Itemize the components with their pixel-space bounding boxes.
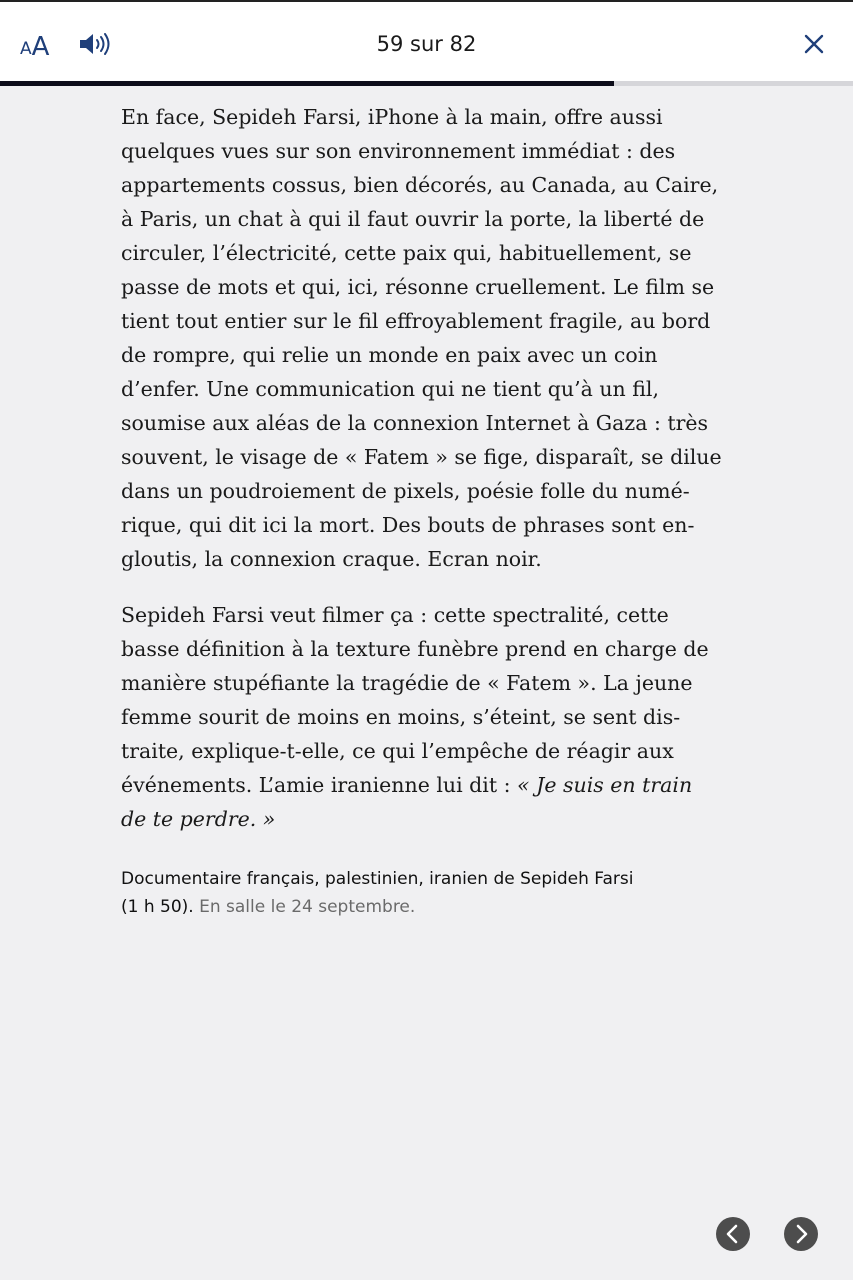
film-credits <box>121 865 761 921</box>
article-body <box>121 100 746 858</box>
text-line: passe de mots et qui, ici, résonne cruellement. Le film se <box>121 275 715 299</box>
reading-progress-fill <box>0 81 614 86</box>
text-line: souvent, le visage de « Fatem » se fige, disparaît, se dilue <box>121 445 722 469</box>
font-size-large-glyph: A <box>31 32 50 62</box>
audio-button[interactable] <box>78 30 114 58</box>
text-line: gloutis, la connexion craque. Ecran noir. <box>121 547 542 571</box>
text-line: quelques vues sur son environnement immédiat : des <box>121 139 676 163</box>
text-line-segment: événements. L’amie iranienne lui dit : <box>121 773 518 797</box>
reader-toolbar <box>0 0 853 81</box>
reading-progress-bar <box>0 81 853 86</box>
article-paragraph <box>121 100 746 576</box>
credits-line <box>121 893 761 921</box>
text-line: traite, explique-t-elle, ce qui l’empêche de réagir aux <box>121 739 674 763</box>
film-duration: (1 h 50). <box>121 897 194 917</box>
text-line: tient tout entier sur le fil effroyablement fragile, au bord <box>121 309 711 333</box>
speaker-icon <box>78 30 114 58</box>
release-date: En salle le 24 septembre. <box>193 897 416 917</box>
text-line: de rompre, qui relie un monde en paix avec un coin <box>121 343 658 367</box>
text-line: à Paris, un chat à qui il faut ouvrir la porte, la liberté de <box>121 207 705 231</box>
font-size-small-glyph: A <box>20 39 32 59</box>
next-page-button[interactable] <box>784 1217 818 1251</box>
text-line: d’enfer. Une communication qui ne tient qu’à un fil, <box>121 377 660 401</box>
previous-page-button[interactable] <box>716 1217 750 1251</box>
text-line: basse définition à la texture funèbre prend en charge de <box>121 637 709 661</box>
text-line: manière stupéfiante la tragédie de « Fatem ». La jeune <box>121 671 693 695</box>
text-line: Sepideh Farsi veut filmer ça : cette spectralité, cette <box>121 603 669 627</box>
credits-line: Documentaire français, palestinien, iranien de Sepideh Farsi <box>121 869 634 889</box>
close-button[interactable] <box>800 30 828 58</box>
text-line: En face, Sepideh Farsi, iPhone à la main, offre aussi <box>121 105 663 129</box>
text-line: appartements cossus, bien décorés, au Canada, au Caire, <box>121 173 719 197</box>
text-line: femme sourit de moins en moins, s’éteint, se sent dis- <box>121 705 681 729</box>
page-indicator: 59 sur 82 <box>376 32 477 56</box>
text-line: dans un poudroiement de pixels, poésie folle du numé- <box>121 479 690 503</box>
quote-text: « Je suis en train <box>517 773 693 797</box>
chevron-right-icon <box>784 1217 818 1251</box>
text-line <box>121 768 746 802</box>
text-line <box>121 802 746 836</box>
text-line: rique, qui dit ici la mort. Des bouts de phrases sont en- <box>121 513 695 537</box>
font-size-button[interactable] <box>20 26 62 60</box>
text-line: soumise aux aléas de la connexion Internet à Gaza : très <box>121 411 709 435</box>
article-paragraph <box>121 598 746 836</box>
text-line: circuler, l’électricité, cette paix qui, habituellement, se <box>121 241 692 265</box>
chevron-left-icon <box>716 1217 750 1251</box>
close-icon <box>800 30 828 58</box>
quote-text: de te perdre. » <box>121 807 276 831</box>
